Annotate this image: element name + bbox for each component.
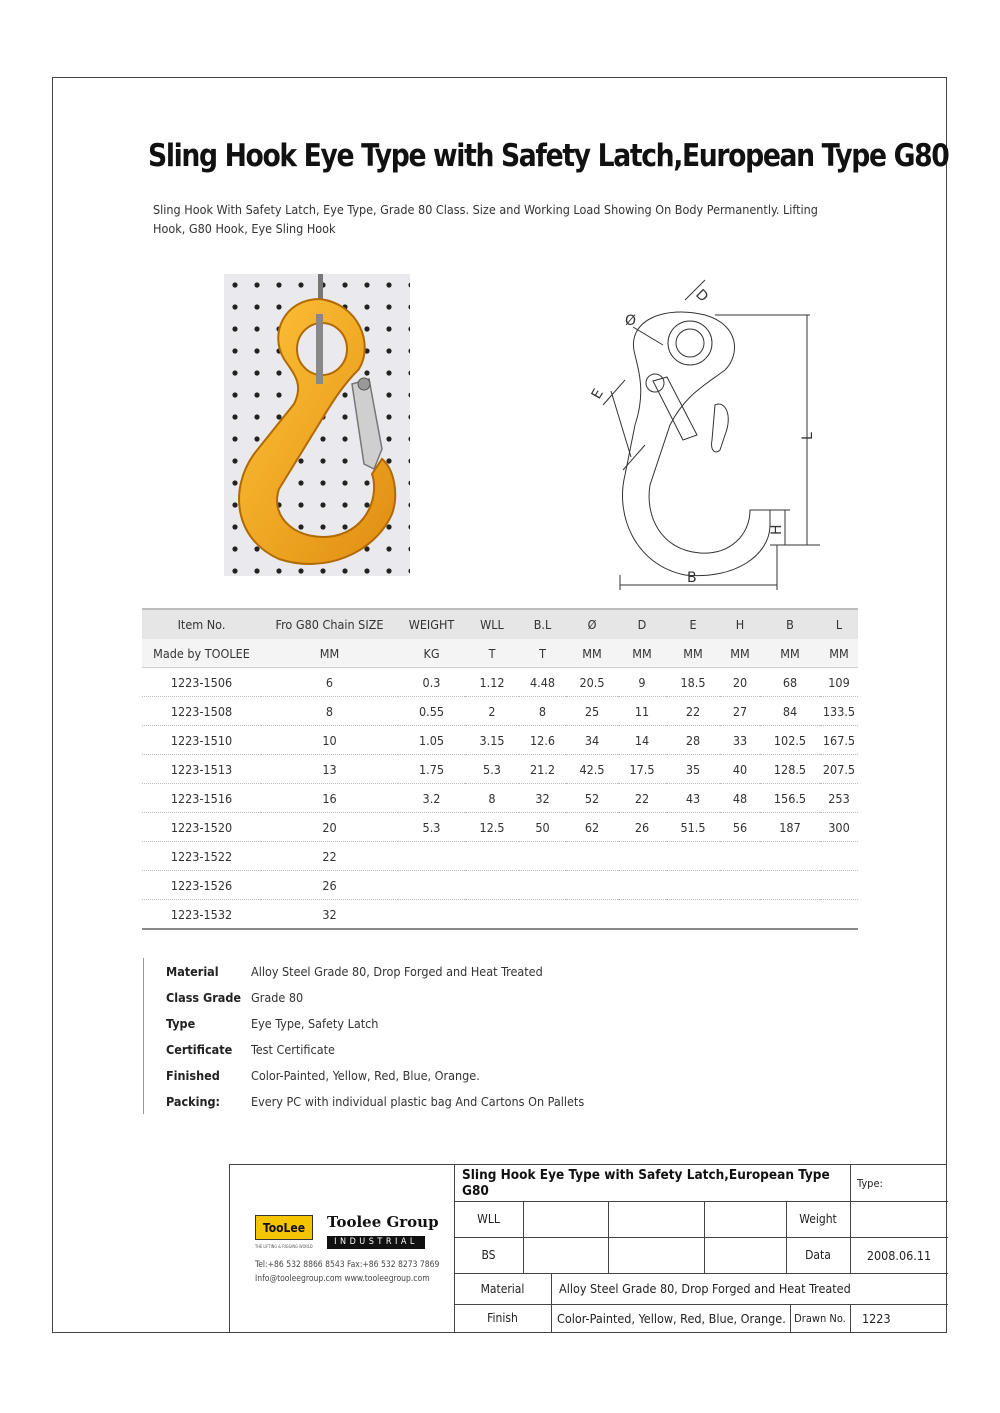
label-e: E <box>588 386 607 402</box>
property-key: Type <box>166 1015 196 1031</box>
tb-drawn-label: Drawn No. <box>794 1311 846 1325</box>
table-cell: 1.12 <box>465 668 519 697</box>
table-cell: 22 <box>666 697 720 726</box>
label-d: D <box>692 286 712 306</box>
table-cell: 300 <box>820 813 858 842</box>
table-cell: 84 <box>760 697 820 726</box>
table-cell: 35 <box>666 755 720 784</box>
table-cell: 32 <box>261 900 398 930</box>
table-cell: 14 <box>618 726 666 755</box>
table-cell: 22 <box>618 784 666 813</box>
label-b: B <box>687 570 697 586</box>
table-cell: 167.5 <box>820 726 858 755</box>
table-cell: 28 <box>666 726 720 755</box>
table-cell: 0.3 <box>398 668 465 697</box>
table-row <box>142 726 858 755</box>
table-cell: 26 <box>261 871 398 900</box>
table-cell: 0.55 <box>398 697 465 726</box>
table-cell: 32 <box>519 784 566 813</box>
table-cell: 20 <box>720 668 760 697</box>
table-cell: 33 <box>720 726 760 755</box>
label-phi: Ø <box>625 313 637 329</box>
spec-table <box>142 608 858 930</box>
table-cell: MM <box>618 639 666 668</box>
table-header-row <box>142 609 858 639</box>
table-cell: 4.48 <box>519 668 566 697</box>
table-cell: 22 <box>261 842 398 871</box>
table-cell: MM <box>720 639 760 668</box>
label-l: L <box>800 432 816 440</box>
table-cell: 27 <box>720 697 760 726</box>
table-cell: 1223-1522 <box>142 842 261 871</box>
table-cell: 13 <box>261 755 398 784</box>
property-row <box>166 984 584 1010</box>
table-cell: 253 <box>820 784 858 813</box>
table-cell: 187 <box>760 813 820 842</box>
property-row <box>166 1088 584 1114</box>
header-bl: B.L <box>519 609 566 639</box>
property-key: Packing: <box>166 1093 221 1109</box>
table-cell: MM <box>666 639 720 668</box>
table-cell: 11 <box>618 697 666 726</box>
header-e: E <box>666 609 720 639</box>
property-row <box>166 1062 584 1088</box>
table-row <box>142 842 858 871</box>
table-cell: MM <box>566 639 618 668</box>
table-cell: 51.5 <box>666 813 720 842</box>
table-row <box>142 668 858 697</box>
table-cell: 34 <box>566 726 618 755</box>
table-cell: 1223-1516 <box>142 784 261 813</box>
table-cell: 50 <box>519 813 566 842</box>
table-cell: 43 <box>666 784 720 813</box>
table-cell: 1223-1532 <box>142 900 261 930</box>
table-cell: KG <box>398 639 465 668</box>
brand-subtitle: INDUSTRIAL <box>327 1236 425 1249</box>
table-cell: 207.5 <box>820 755 858 784</box>
property-row <box>166 958 584 984</box>
header-chain-size: Fro G80 Chain SIZE <box>261 609 398 639</box>
property-value: Test Certificate <box>251 1041 335 1057</box>
table-cell: 68 <box>760 668 820 697</box>
header-weight: WEIGHT <box>398 609 465 639</box>
table-cell: 3.15 <box>465 726 519 755</box>
contact-web: Info@tooleegroup.com www.tooleegroup.com <box>255 1274 430 1284</box>
table-cell: 62 <box>566 813 618 842</box>
table-row <box>142 697 858 726</box>
table-cell: 1223-1506 <box>142 668 261 697</box>
page-title: Sling Hook Eye Type with Safety Latch,European Type G80 <box>148 138 949 174</box>
table-cell: Made by TOOLEE <box>142 639 261 668</box>
table-cell: 21.2 <box>519 755 566 784</box>
table-cell: 12.6 <box>519 726 566 755</box>
tb-material-value: Alloy Steel Grade 80, Drop Forged and Heat Treated <box>559 1281 851 1296</box>
table-cell: 16 <box>261 784 398 813</box>
table-row <box>142 813 858 842</box>
properties-list <box>143 958 584 1114</box>
table-row <box>142 755 858 784</box>
table-row <box>142 784 858 813</box>
tb-finish-label: Finish <box>487 1311 518 1325</box>
table-cell: MM <box>760 639 820 668</box>
table-cell: 25 <box>566 697 618 726</box>
table-cell: 1.05 <box>398 726 465 755</box>
table-cell: 133.5 <box>820 697 858 726</box>
tb-wll-label: WLL <box>477 1212 500 1226</box>
property-value: Alloy Steel Grade 80, Drop Forged and Heat Treated <box>251 963 543 979</box>
table-row <box>142 900 858 930</box>
contact-info <box>255 1258 439 1286</box>
tb-weight-label: Weight <box>799 1212 837 1226</box>
logo-tagline: THE LIFTING & RIGGING WORLD <box>255 1244 313 1249</box>
table-cell: 6 <box>261 668 398 697</box>
table-cell: 2 <box>465 697 519 726</box>
header-wll: WLL <box>465 609 519 639</box>
technical-drawing <box>585 275 825 595</box>
property-key: Class Grade <box>166 989 242 1005</box>
table-cell: 1223-1508 <box>142 697 261 726</box>
tb-material-label: Material <box>480 1281 525 1296</box>
tb-drawn-value: 1223 <box>862 1310 891 1326</box>
units-row <box>142 639 858 668</box>
property-value: Eye Type, Safety Latch <box>251 1015 379 1031</box>
table-cell: 1223-1513 <box>142 755 261 784</box>
tb-data-label: Data <box>805 1248 831 1262</box>
table-cell: 56 <box>720 813 760 842</box>
label-h: H <box>769 524 785 535</box>
table-cell: 1223-1520 <box>142 813 261 842</box>
tb-bs-label: BS <box>481 1248 496 1262</box>
property-row <box>166 1036 584 1062</box>
table-cell: MM <box>261 639 398 668</box>
table-cell: 109 <box>820 668 858 697</box>
toolee-logo: TooLee <box>255 1215 313 1240</box>
brand-name: Toolee Group <box>327 1213 439 1231</box>
product-photo <box>224 274 410 576</box>
table-cell: MM <box>820 639 858 668</box>
table-cell: 20 <box>261 813 398 842</box>
tb-product-title: Sling Hook Eye Type with Safety Latch,European Type G80 <box>462 1167 830 1199</box>
header-l: L <box>820 609 858 639</box>
contact-phone: Tel:+86 532 8866 8543 Fax:+86 532 8273 7869 <box>255 1260 440 1270</box>
table-row <box>142 871 858 900</box>
table-cell: 128.5 <box>760 755 820 784</box>
property-value: Grade 80 <box>251 989 304 1005</box>
header-item-no: Item No. <box>142 609 261 639</box>
table-cell: 52 <box>566 784 618 813</box>
property-value: Every PC with individual plastic bag And Cartons On Pallets <box>251 1093 585 1109</box>
table-cell: 5.3 <box>465 755 519 784</box>
tb-data-value: 2008.06.11 <box>866 1247 932 1263</box>
table-cell: T <box>519 639 566 668</box>
table-cell: 8 <box>519 697 566 726</box>
table-cell: 8 <box>465 784 519 813</box>
table-cell: T <box>465 639 519 668</box>
header-phi: Ø <box>566 609 618 639</box>
table-cell: 5.3 <box>398 813 465 842</box>
table-cell: 48 <box>720 784 760 813</box>
header-d: D <box>618 609 666 639</box>
tb-type-label: Type: <box>857 1176 883 1190</box>
table-cell: 10 <box>261 726 398 755</box>
table-cell: 1223-1510 <box>142 726 261 755</box>
header-h: H <box>720 609 760 639</box>
table-cell: 12.5 <box>465 813 519 842</box>
table-cell: 9 <box>618 668 666 697</box>
table-cell: 20.5 <box>566 668 618 697</box>
table-cell: 17.5 <box>618 755 666 784</box>
property-key: Finished <box>166 1067 220 1083</box>
table-cell: 102.5 <box>760 726 820 755</box>
property-key: Certificate <box>166 1041 233 1057</box>
table-cell: 26 <box>618 813 666 842</box>
property-value: Color-Painted, Yellow, Red, Blue, Orange. <box>251 1067 480 1083</box>
tb-finish-value: Color-Painted, Yellow, Red, Blue, Orange. <box>557 1310 786 1326</box>
table-cell: 1223-1526 <box>142 871 261 900</box>
table-cell: 3.2 <box>398 784 465 813</box>
table-cell: 40 <box>720 755 760 784</box>
property-row <box>166 1010 584 1036</box>
table-cell: 18.5 <box>666 668 720 697</box>
property-key: Material <box>166 963 219 979</box>
table-cell: 42.5 <box>566 755 618 784</box>
header-b: B <box>760 609 820 639</box>
table-cell: 156.5 <box>760 784 820 813</box>
table-cell: 1.75 <box>398 755 465 784</box>
product-description: Sling Hook With Safety Latch, Eye Type, Grade 80 Class. Size and Working Load Showing On Body Permanently. Lifting Hook, G80 Hook, Eye Sling Hook <box>153 202 818 236</box>
table-cell: 8 <box>261 697 398 726</box>
